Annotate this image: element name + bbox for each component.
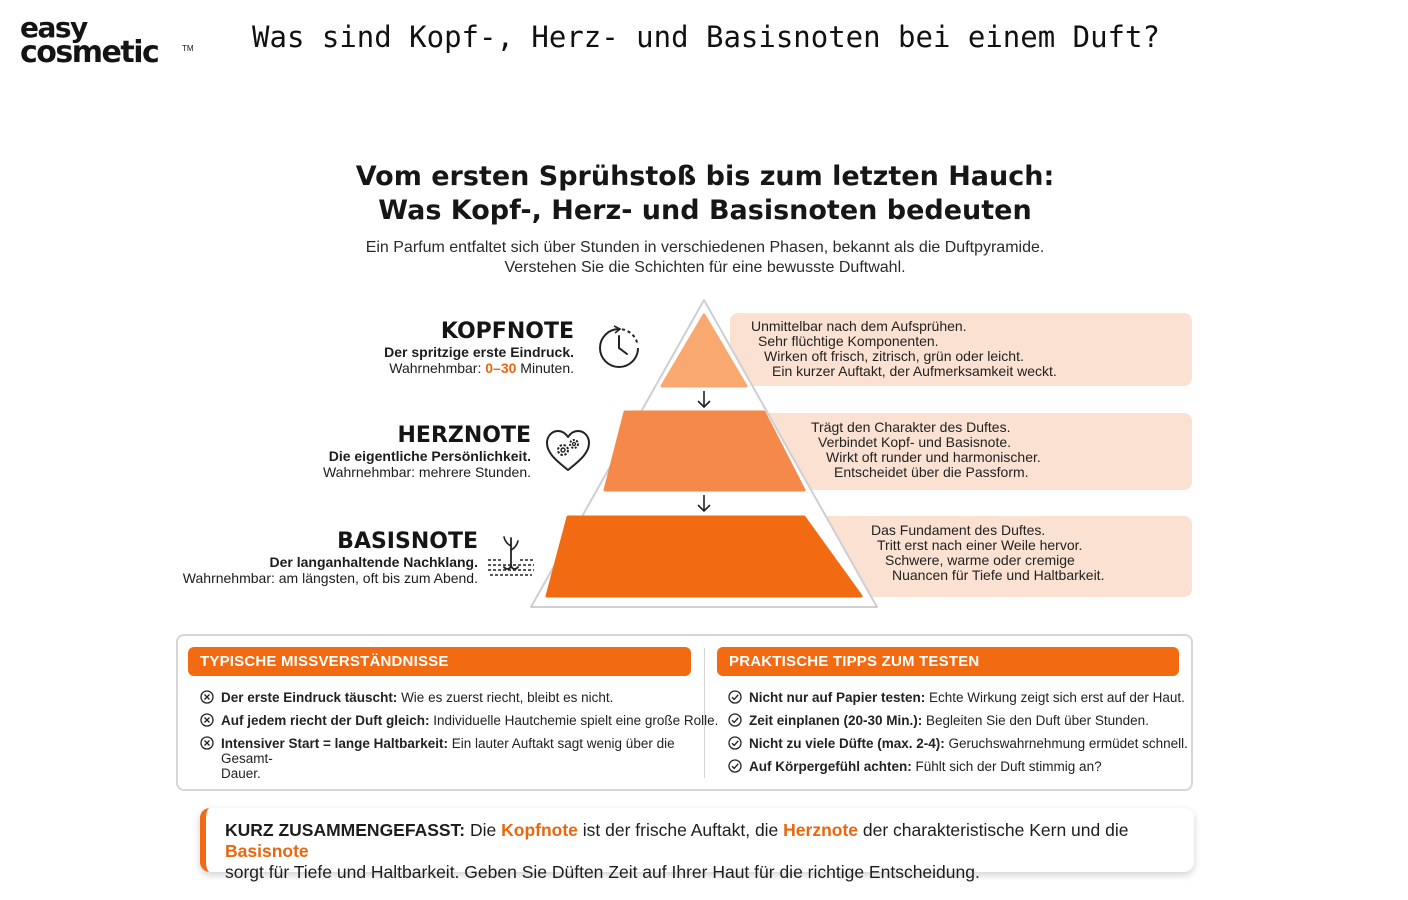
- basisnote-title: BASISNOTE: [337, 529, 478, 554]
- herznote-duration: Wahrnehmbar: mehrere Stunden.: [322, 464, 531, 480]
- herznote-desc-3: Wirkt oft runder und harmonischer.: [826, 449, 1041, 465]
- page-title: Was sind Kopf-, Herz- und Basisnoten bei einem Duft?: [252, 20, 1160, 54]
- basisnote-desc-2: Tritt erst nach einer Weile hervor.: [877, 537, 1083, 553]
- misconception-item: Der erste Eindruck täuscht: Wie es zuerst riecht, bleibt es nicht.: [221, 690, 614, 705]
- misconceptions-header: TYPISCHE MISSVERSTÄNDNISSE: [188, 647, 691, 676]
- keyword-herznote: Herznote: [783, 820, 859, 840]
- herznote-desc-4: Entscheidet über die Passform.: [834, 464, 1029, 480]
- summary-text: KURZ ZUSAMMENGEFASST: Die Kopfnote ist der frische Auftakt, die Herznote der charakteristische Kern und die Basisnote sorgt für Tiefe und Haltbarkeit. Geben Sie Düften Zeit auf Ihrer Haut für die richtige Entscheidung.: [225, 820, 1129, 882]
- headline-line-2: Was Kopf-, Herz- und Basisnoten bedeuten: [378, 195, 1032, 226]
- summary-label: KURZ ZUSAMMENGEFASST:: [225, 820, 466, 840]
- basisnote-desc-1: Das Fundament des Duftes.: [871, 522, 1046, 538]
- basisnote-label: [183, 530, 478, 586]
- pyramid-tier-base: [547, 517, 861, 596]
- headline-line-1: Vom ersten Sprühstoß bis zum letzten Hauch:: [355, 161, 1055, 192]
- herznote-subtitle: Die eigentliche Persönlichkeit.: [328, 448, 531, 464]
- subline-line-1: Ein Parfum entfaltet sich über Stunden in verschiedenen Phasen, bekannt als die Duftpyramide.: [365, 239, 1045, 256]
- check-circle-icon: [728, 690, 742, 704]
- herznote-label: [323, 424, 531, 480]
- infographic-subline: [250, 238, 1160, 278]
- x-circle-icon: [200, 690, 214, 704]
- keyword-basisnote: Basisnote: [225, 841, 309, 861]
- kopfnote-desc-1: Unmittelbar nach dem Aufsprühen.: [751, 318, 967, 334]
- misconception-item: Auf jedem riecht der Duft gleich: Individuelle Hautchemie spielt eine große Rolle.: [221, 713, 719, 728]
- kopfnote-label: [384, 320, 574, 376]
- tip-item: Zeit einplanen (20-30 Min.): Begleiten Sie den Duft über Stunden.: [749, 713, 1149, 728]
- basisnote-desc-3: Schwere, warme oder cremige: [885, 552, 1075, 568]
- herznote-title: HERZNOTE: [397, 423, 531, 448]
- basisnote-duration: Wahrnehmbar: am längsten, oft bis zum Abend.: [182, 570, 478, 586]
- skin-root-icon: [486, 534, 536, 582]
- kopfnote-title: KOPFNOTE: [440, 319, 574, 344]
- logo-line-1: easy: [20, 11, 87, 44]
- logo-line-2: cosmetic: [20, 35, 159, 70]
- x-circle-icon: [200, 736, 214, 750]
- check-circle-icon: [728, 759, 742, 773]
- basisnote-desc-4: Nuancen für Tiefe und Haltbarkeit.: [892, 567, 1105, 583]
- x-circle-icon: [200, 713, 214, 727]
- subline-line-2: Verstehen Sie die Schichten für eine bewusste Duftwahl.: [504, 259, 906, 276]
- summary-box: [200, 808, 1194, 882]
- basisnote-subtitle: Der langanhaltende Nachklang.: [269, 554, 478, 570]
- kopfnote-subtitle: Der spritzige erste Eindruck.: [384, 344, 574, 360]
- kopfnote-duration: Wahrnehmbar: 0–30 Minuten.: [389, 360, 574, 376]
- tips-header: PRAKTISCHE TIPPS ZUM TESTEN: [717, 647, 1179, 676]
- kopfnote-duration-value: 0–30: [485, 360, 517, 376]
- kopfnote-desc-2: Sehr flüchtige Komponenten.: [758, 333, 939, 349]
- check-circle-icon: [728, 736, 742, 750]
- keyword-kopfnote: Kopfnote: [501, 820, 578, 840]
- brand-logo: [20, 11, 194, 70]
- tip-item: Nicht nur auf Papier testen: Echte Wirkung zeigt sich erst auf der Haut.: [749, 690, 1185, 705]
- heart-gears-icon: [544, 428, 592, 474]
- misconception-item: Intensiver Start = lange Haltbarkeit: Ein lauter Auftakt sagt wenig über die Gesamt- Dauer.: [221, 736, 675, 781]
- infographic-headline: [250, 160, 1160, 228]
- kopfnote-desc-4: Ein kurzer Auftakt, der Aufmerksamkeit weckt.: [772, 363, 1057, 379]
- logo-trademark: TM: [182, 44, 194, 53]
- herznote-desc-1: Trägt den Charakter des Duftes.: [811, 419, 1011, 435]
- clock-icon: [596, 325, 642, 371]
- tip-item: Nicht zu viele Düfte (max. 2-4): Geruchswahrnehmung ermüdet schnell.: [749, 736, 1188, 751]
- tip-item: Auf Körpergefühl achten: Fühlt sich der Duft stimmig an?: [749, 759, 1102, 774]
- check-circle-icon: [728, 713, 742, 727]
- herznote-desc-2: Verbindet Kopf- und Basisnote.: [818, 434, 1012, 450]
- kopfnote-desc-3: Wirken oft frisch, zitrisch, grün oder leicht.: [764, 348, 1024, 364]
